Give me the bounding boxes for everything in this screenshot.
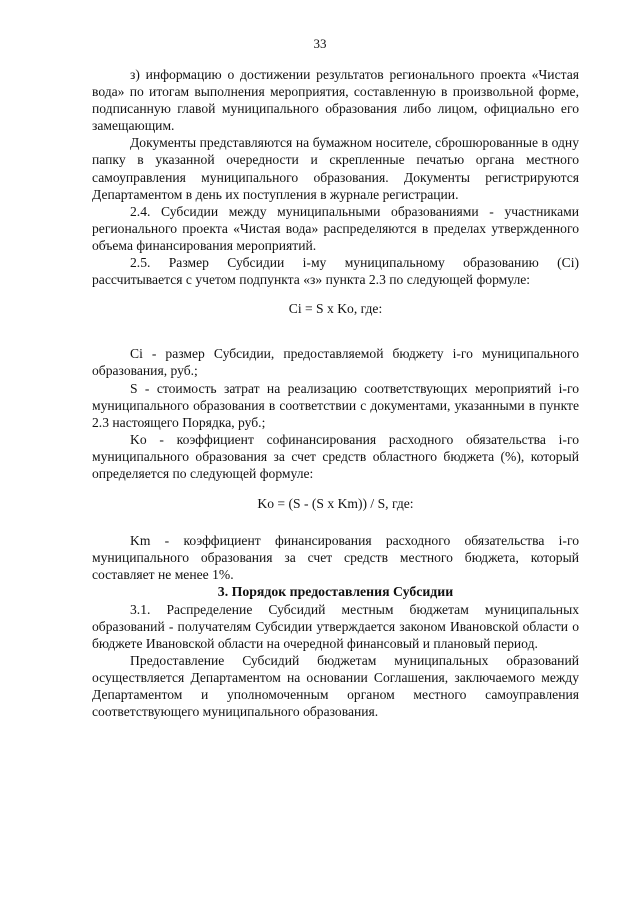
formula-ci: Ci = S x Ko, где: <box>288 301 383 317</box>
definition-s: S - стоимость затрат на реализацию соответствующих мероприятий i-го муниципального образования в соответствии с документами, указанными в пункте 2.3 настоящего Порядка, руб.; <box>92 380 579 430</box>
paragraph-2-4: 2.4. Субсидии между муниципальными образованиями - участниками регионального проекта «Чистая вода» распределяются в пределах утвержденного объема финансирования мероприятий. <box>92 203 579 253</box>
section-heading: 3. Порядок предоставления Субсидии <box>217 584 454 600</box>
definition-ko: Ko - коэффициент софинансирования расходного обязательства i-го муниципального образования за счет средств областного бюджета (%), который определяется по следующей формуле: <box>92 431 579 481</box>
paragraph-provision: Предоставление Субсидий бюджетам муниципальных образований осуществляется Департаментом на основании Соглашения, заключаемого между Департаментом и уполномоченным органом местного самоуправления соответствующего муниципального образования. <box>92 652 579 720</box>
paragraph-2-5: 2.5. Размер Субсидии i-му муниципальному образованию (Ci) рассчитывается с учетом подпункта «з» пункта 2.3 по следующей формуле: <box>92 255 579 288</box>
page-number: 33 <box>313 36 327 51</box>
paragraph-item-z: з) информацию о достижении результатов регионального проекта «Чистая вода» по итогам выполнения мероприятия, составленную в произвольной форме, подписанную главой муниципального образования либо лицом, официально его замещающим. <box>92 67 579 134</box>
document-body <box>92 66 579 720</box>
formula-ko: Ko = (S - (S x Km)) / S, где: <box>257 496 414 512</box>
definition-km: Km - коэффициент финансирования расходного обязательства i-го муниципального образования за счет средств местного бюджета, который составляет не менее 1%. <box>92 533 579 583</box>
paragraph-3-1: 3.1. Распределение Субсидий местным бюджетам муниципальных образований - получателям Субсидии утверждается законом Ивановской области о бюджете Ивановской области на очередной финансовый и плановый период. <box>92 601 579 651</box>
definition-ci: Ci - размер Субсидии, предоставляемой бюджету i-го муниципального образования, руб.; <box>92 346 579 379</box>
paragraph-documents: Документы представляются на бумажном носителе, сброшюрованные в одну папку в указанной очередности и скрепленные печатью органа местного самоуправления муниципального образования. Документы регистрируются Департаментом в день их поступления в журнале регистрации. <box>92 135 579 202</box>
